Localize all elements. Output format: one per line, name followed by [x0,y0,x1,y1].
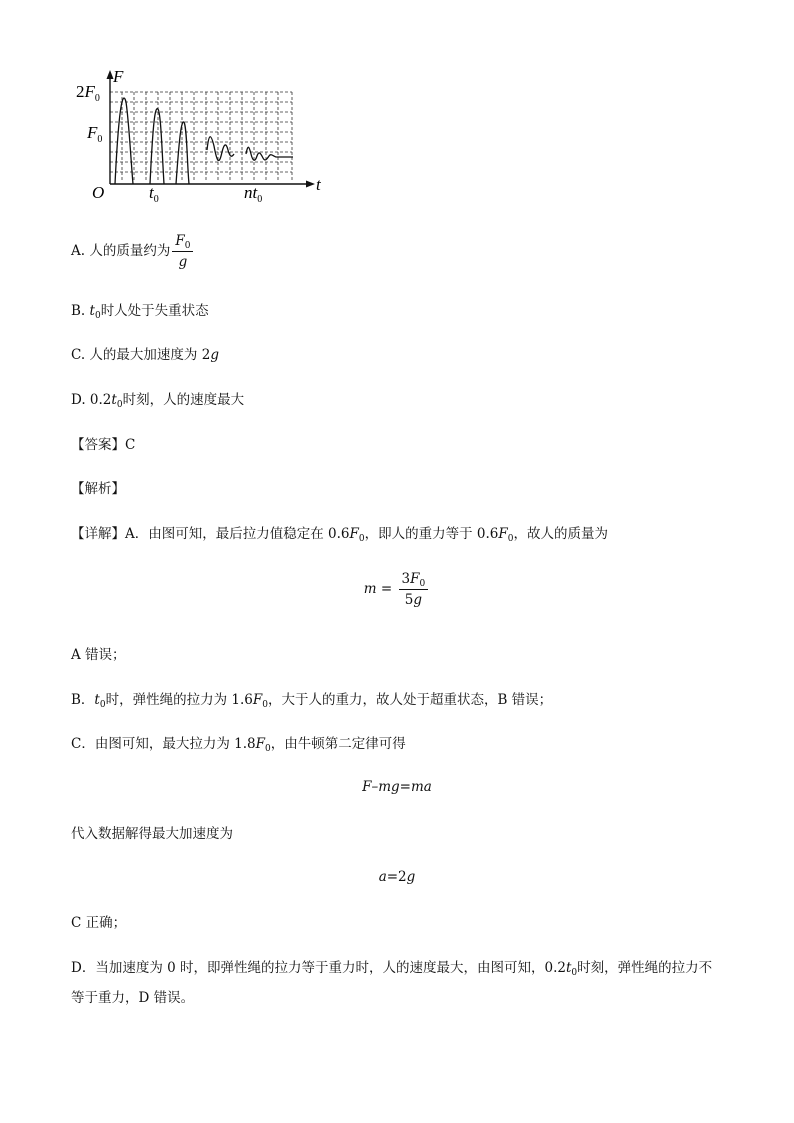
equation-acceleration: a=2g [378,869,416,885]
equation-newton: F–mg=ma [362,779,432,795]
detail-c-substitute: 代入数据解得最大加速度为 [71,826,233,842]
origin-label: O [92,183,105,202]
x-axis-label: t [316,175,321,194]
detail-d-line2: 等于重力，D 错误。 [71,990,195,1006]
option-c: C. 人的最大加速度为 2g [71,347,219,363]
option-d: D. $0.2t_0$时刻，人的速度最大 [71,392,245,410]
grid [110,92,292,182]
answer-value: C [125,437,136,453]
force-time-graph [70,62,340,212]
analysis-label: 【解析】 [71,481,125,497]
detail-c-line: C．由图可知，最大拉力为 $1.8F_0$，由牛顿第二定律可得 [71,736,406,754]
axes [107,70,316,188]
option-a: A. 人的质量约为 $\frac{F_0}{g}$ [71,232,195,271]
answer-line: 【答案】C [71,437,136,453]
detail-a-conclusion: A 错误； [71,647,126,663]
detail-c-conclusion: C 正确； [71,915,127,931]
detail-a-line: 【详解】A．由图可知，最后拉力值稳定在 $0.6F_0$，即人的重力等于 $0.6F_0$，故人的质量为 [71,526,608,544]
x-label-t0: $t_0$ [149,183,159,205]
y-label-2f0: $2F_0$ [76,82,100,104]
detail-d-line1: D．当加速度为 0 时，即弹性绳的拉力等于重力时，人的速度最大，由图可知，$0.2t_0$时刻，弹性绳的拉力不 [71,960,713,978]
x-label-nt0: $nt_0$ [244,183,263,205]
fraction-f0-over-g: $\frac{F_0}{g}$ [172,232,193,271]
y-axis-label: F [113,67,124,86]
y-label-f0: $F_0$ [87,123,103,145]
detail-b-line: B．$t_0$时，弹性绳的拉力为 $1.6F_0$，大于人的重力，故人处于超重状态，B 错误； [71,692,553,710]
force-curve [115,98,293,184]
option-b: B. $t_0$时人处于失重状态 [71,303,209,321]
equation-mass: m = $\frac{3F_0}{5g}$ [0,570,794,609]
